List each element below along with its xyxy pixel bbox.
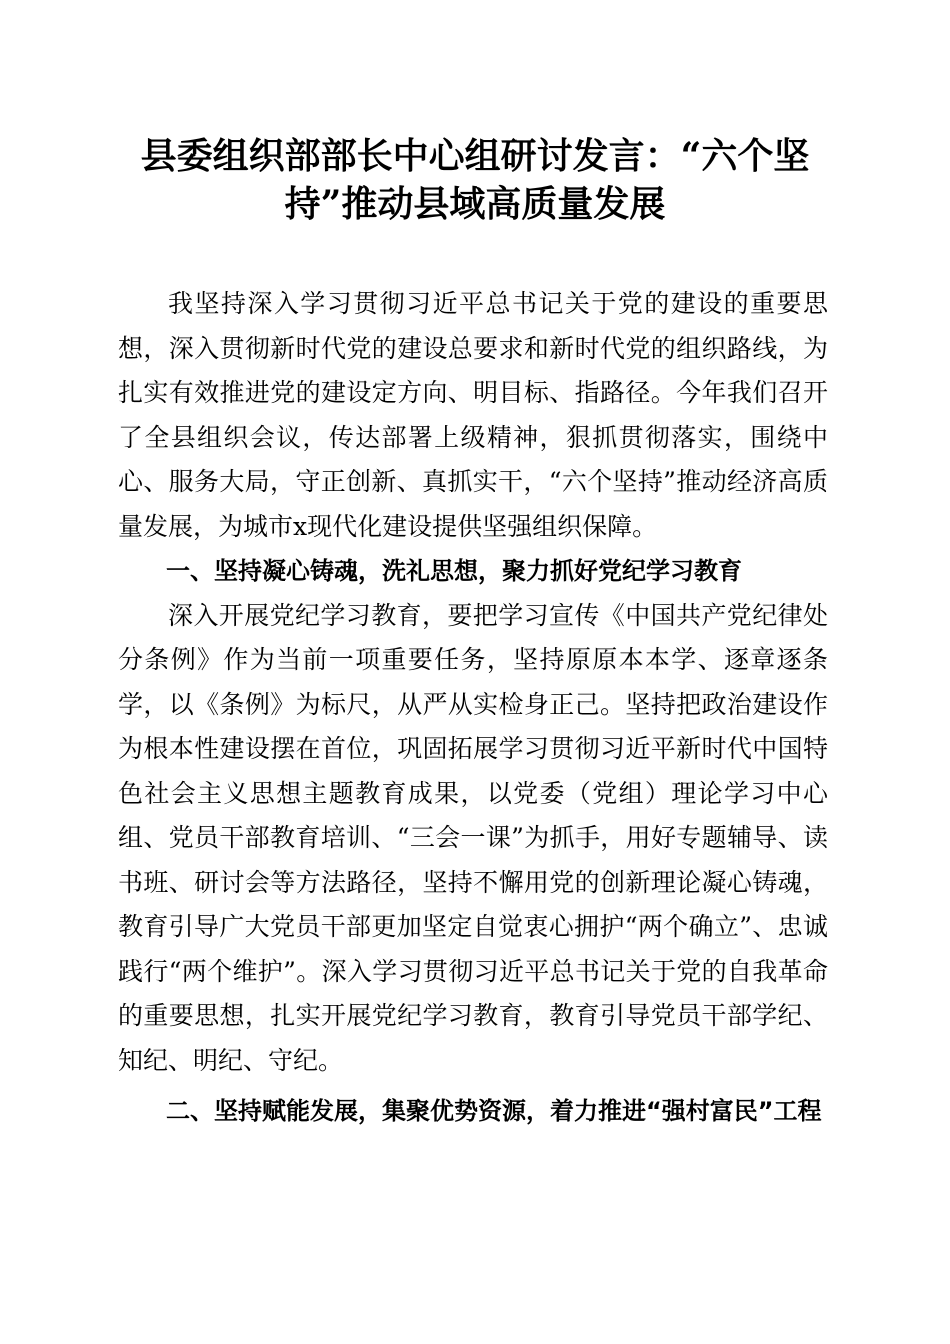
section-heading-2: 二、坚持赋能发展，集聚优势资源，着力推进“强村富民”工程 <box>166 1097 822 1125</box>
section-1-paragraph: 深入开展党纪学习教育，要把学习宣传《中国共产党纪律处分条例》作为当前一项重要任务，坚持原原本本学、逐章逐条学，以《条例》为标尺，从严从实检身正己。坚持把政治建设作为根本性建设摆在首位，巩固拓展学习贯彻习近平新时代中国特色社会主义思想主题教育成果，以党委（党组）理论学习中心组、党员干部教育培训、“三会一课”为抓手，用好专题辅导、读书班、研讨会等方法路径，坚持不懈用党的创新理论凝心铸魂，教育引导广大党员干部更加坚定自觉衷心拥护“两个确立”、忠诚践行“两个维护”。深入学习贯彻习近平总书记关于党的自我革命的重要思想，扎实开展党纪学习教育，教育引导党员干部学纪、知纪、明纪、守纪。 <box>118 600 828 1075</box>
intro-paragraph: 我坚持深入学习贯彻习近平总书记关于党的建设的重要思想，深入贯彻新时代党的建设总要求和新时代党的组织路线，为扎实有效推进党的建设定方向、明目标、指路径。今年我们召开了全县组织会议，传达部署上级精神，狠抓贯彻落实，围绕中心、服务大局，守正创新、真抓实干，“六个坚持”推动经济高质量发展，为城市x现代化建设提供坚强组织保障。 <box>118 289 828 541</box>
section-heading-1: 一、坚持凝心铸魂，洗礼思想，聚力抓好党纪学习教育 <box>166 557 742 585</box>
document-body <box>118 282 828 1134</box>
document-title: 县委组织部部长中心组研讨发言：“六个坚持”推动县域高质量发展 <box>140 135 810 225</box>
